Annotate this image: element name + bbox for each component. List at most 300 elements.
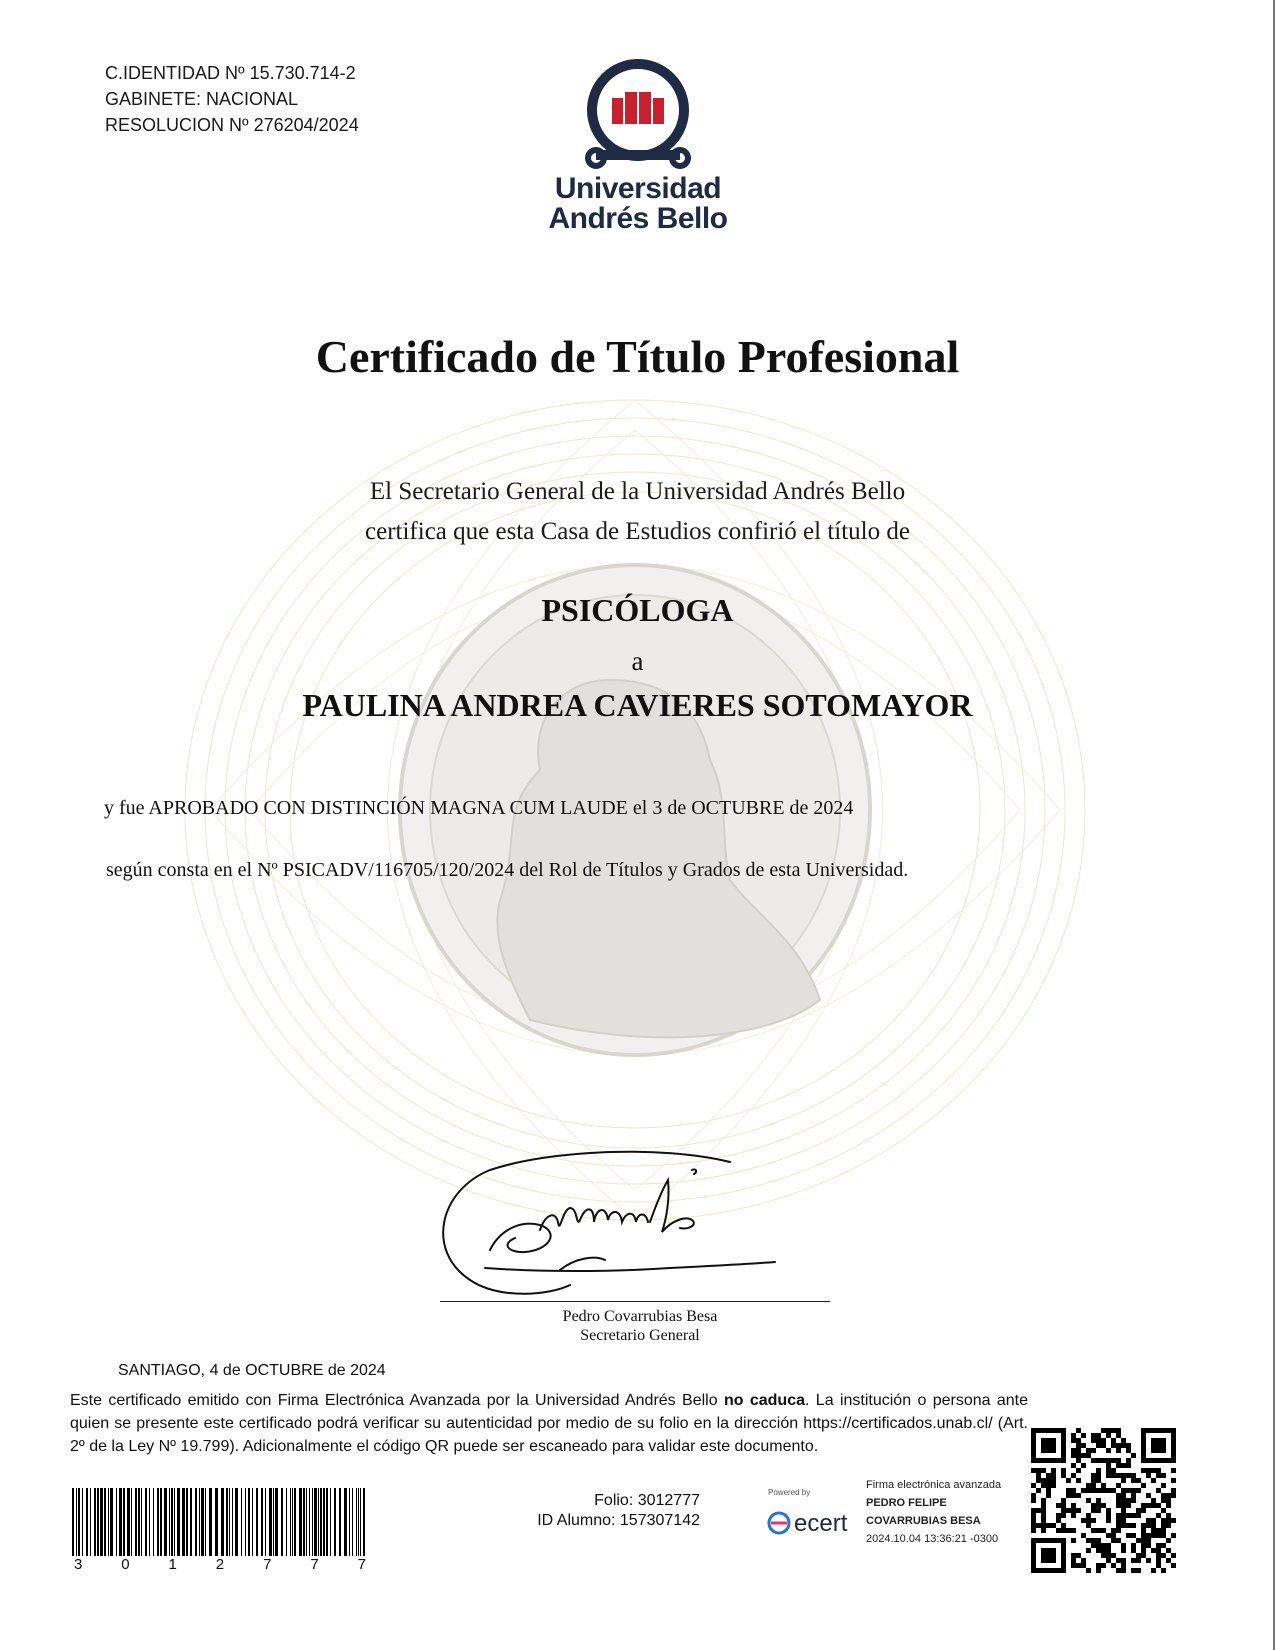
qr-module — [1081, 1443, 1086, 1448]
qr-module — [1051, 1468, 1056, 1473]
barcode-bar — [330, 1488, 331, 1556]
qr-module — [1111, 1468, 1116, 1473]
qr-module — [1071, 1528, 1076, 1533]
barcode-bar — [72, 1488, 74, 1556]
qr-module — [1051, 1478, 1056, 1483]
qr-module — [1081, 1533, 1086, 1538]
qr-module — [1121, 1523, 1126, 1528]
barcode-bar — [344, 1488, 347, 1556]
qr-module — [1111, 1528, 1116, 1533]
signature-line — [440, 1301, 830, 1302]
qr-module — [1141, 1468, 1146, 1473]
qr-module — [1061, 1498, 1066, 1503]
barcode-bar — [215, 1488, 218, 1556]
barcode-bar — [174, 1488, 175, 1556]
qr-module — [1096, 1568, 1101, 1573]
qr-module — [1166, 1538, 1171, 1543]
qr-module — [1111, 1443, 1116, 1448]
qr-module — [1086, 1548, 1091, 1553]
qr-module — [1101, 1488, 1106, 1493]
qr-module — [1136, 1488, 1141, 1493]
barcode-digit: 3 — [74, 1556, 83, 1573]
qr-module — [1121, 1563, 1126, 1568]
signer-block — [530, 1307, 750, 1345]
qr-module — [1106, 1463, 1111, 1468]
qr-module — [1141, 1483, 1146, 1488]
qr-module — [1086, 1483, 1091, 1488]
qr-module — [1116, 1458, 1121, 1463]
qr-module — [1166, 1558, 1171, 1563]
qr-module — [1151, 1533, 1156, 1538]
barcode-bar — [131, 1488, 132, 1556]
qr-module — [1116, 1433, 1121, 1438]
qr-module — [1101, 1443, 1106, 1448]
qr-module — [1171, 1563, 1176, 1568]
qr-module — [1111, 1488, 1116, 1493]
qr-module — [1056, 1503, 1061, 1508]
barcode-bar — [312, 1488, 313, 1556]
qr-module — [1116, 1483, 1121, 1488]
qr-module — [1141, 1503, 1146, 1508]
qr-module — [1101, 1458, 1106, 1463]
qr-module — [1116, 1503, 1121, 1508]
barcode-bar — [94, 1488, 96, 1556]
qr-module — [1106, 1553, 1111, 1558]
qr-module — [1166, 1518, 1171, 1523]
qr-module — [1076, 1553, 1081, 1558]
qr-module — [1166, 1513, 1171, 1518]
qr-module — [1146, 1523, 1151, 1528]
barcode-digit: 2 — [215, 1556, 225, 1573]
qr-module — [1101, 1438, 1106, 1443]
barcode-bar — [177, 1488, 180, 1556]
qr-module — [1106, 1448, 1111, 1453]
qr-module — [1076, 1428, 1081, 1433]
qr-module — [1116, 1528, 1121, 1533]
qr-module — [1071, 1503, 1076, 1508]
qr-module — [1071, 1513, 1076, 1518]
qr-module — [1061, 1503, 1066, 1508]
qr-module — [1046, 1523, 1051, 1528]
qr-module — [1126, 1513, 1131, 1518]
qr-module — [1036, 1468, 1041, 1473]
barcode-bar — [100, 1488, 103, 1556]
qr-module — [1086, 1523, 1091, 1528]
qr-module — [1076, 1448, 1081, 1453]
qr-module — [1101, 1503, 1106, 1508]
qr-module — [1071, 1448, 1076, 1453]
qr-module — [1131, 1488, 1136, 1493]
barcode-bar — [269, 1488, 272, 1556]
qr-module — [1096, 1508, 1101, 1513]
qr-module — [1116, 1513, 1121, 1518]
qr-module — [1081, 1433, 1086, 1438]
barcode-bar — [349, 1488, 350, 1556]
qr-module — [1171, 1488, 1176, 1493]
qr-module — [1141, 1508, 1146, 1513]
qr-module — [1151, 1468, 1156, 1473]
qr-module — [1111, 1438, 1116, 1443]
qr-module — [1116, 1473, 1121, 1478]
qr-module — [1136, 1538, 1141, 1543]
esig-name2: COVARRUBIAS BESA — [866, 1515, 981, 1527]
record-statement: según consta en el Nº PSICADV/116705/120/2024 del Rol de Títulos y Grados de esta Universidad. — [106, 859, 909, 881]
qr-module — [1056, 1528, 1061, 1533]
qr-module — [1141, 1523, 1146, 1528]
qr-module — [1091, 1483, 1096, 1488]
qr-module — [1121, 1548, 1126, 1553]
barcode-bar — [190, 1488, 192, 1556]
qr-module — [1121, 1443, 1126, 1448]
barcode-bar — [286, 1488, 287, 1556]
qr-module — [1046, 1488, 1051, 1493]
barcode-bar — [339, 1488, 341, 1556]
barcode-bar — [229, 1488, 230, 1556]
qr-module — [1126, 1463, 1131, 1468]
barcode-digit: 7 — [310, 1556, 319, 1573]
qr-module — [1161, 1498, 1166, 1503]
qr-module — [1041, 1483, 1046, 1488]
degree-title: PSICÓLOGA — [541, 592, 734, 628]
qr-module — [1131, 1473, 1136, 1478]
qr-module — [1156, 1548, 1161, 1553]
qr-module — [1076, 1508, 1081, 1513]
qr-module — [1106, 1548, 1111, 1553]
signer-role: Secretario General — [580, 1327, 700, 1344]
barcode-bar — [363, 1488, 365, 1556]
qr-module — [1071, 1438, 1076, 1443]
barcode-digit: 7 — [357, 1556, 366, 1573]
qr-module — [1146, 1543, 1151, 1548]
university-name-line1: Universidad — [554, 172, 722, 205]
barcode-bar — [145, 1488, 147, 1556]
qr-module — [1126, 1523, 1131, 1528]
qr-module — [1061, 1468, 1066, 1473]
qr-module — [1151, 1478, 1156, 1483]
qr-module — [1146, 1468, 1151, 1473]
qr-module — [1051, 1483, 1056, 1488]
qr-module — [1106, 1508, 1111, 1513]
qr-module — [1041, 1498, 1046, 1503]
qr-module — [1121, 1543, 1126, 1548]
barcode-bar — [360, 1488, 361, 1556]
qr-module — [1096, 1503, 1101, 1508]
barcode-bar — [352, 1488, 353, 1556]
qr-module — [1096, 1498, 1101, 1503]
qr-module — [1091, 1528, 1096, 1533]
esig-name1: PEDRO FELIPE — [866, 1497, 947, 1509]
barcode-bar — [303, 1488, 305, 1556]
qr-module — [1066, 1508, 1071, 1513]
qr-module — [1041, 1523, 1046, 1528]
qr-module — [1081, 1453, 1086, 1458]
barcode-bar — [326, 1488, 328, 1556]
qr-module — [1046, 1483, 1051, 1488]
qr-module — [1096, 1458, 1101, 1463]
qr-module — [1086, 1538, 1091, 1543]
qr-module — [1066, 1528, 1071, 1533]
qr-module — [1106, 1433, 1111, 1438]
barcode-bar — [292, 1488, 293, 1556]
qr-module — [1161, 1533, 1166, 1538]
qr-module — [1161, 1523, 1166, 1528]
qr-module — [1166, 1548, 1171, 1553]
qr-module — [1116, 1463, 1121, 1468]
certificate-title: Certificado de Título Profesional — [315, 331, 960, 382]
qr-module — [1091, 1503, 1096, 1508]
qr-module — [1101, 1543, 1106, 1548]
qr-module — [1066, 1478, 1071, 1483]
barcode-bar — [275, 1488, 278, 1556]
qr-module — [1131, 1478, 1136, 1483]
qr-module — [1166, 1503, 1171, 1508]
qr-module — [1121, 1518, 1126, 1523]
barcode-bar — [320, 1488, 322, 1556]
validation-qr-code[interactable] — [1031, 1428, 1176, 1573]
barcode-bar — [90, 1488, 91, 1556]
qr-module — [1061, 1528, 1066, 1533]
legal-text-bold: no caduca — [723, 1392, 806, 1409]
barcode-bar — [299, 1488, 302, 1556]
qr-module — [1051, 1473, 1056, 1478]
qr-module — [1151, 1503, 1156, 1508]
qr-module — [1076, 1443, 1081, 1448]
qr-module — [1111, 1428, 1116, 1433]
resolution-line: RESOLUCION Nº 276204/2024 — [105, 115, 359, 135]
qr-module — [1126, 1533, 1131, 1538]
qr-module — [1111, 1563, 1116, 1568]
qr-module — [1076, 1493, 1081, 1498]
qr-module — [1161, 1543, 1166, 1548]
qr-module — [1111, 1473, 1116, 1478]
student-name: PAULINA ANDREA CAVIERES SOTOMAYOR — [302, 687, 973, 723]
qr-module — [1041, 1503, 1046, 1508]
qr-module — [1156, 1503, 1161, 1508]
barcode-bar — [86, 1488, 88, 1556]
qr-module — [1106, 1513, 1111, 1518]
qr-module — [1121, 1493, 1126, 1498]
qr-module — [1136, 1508, 1141, 1513]
qr-module — [1091, 1448, 1096, 1453]
qr-module — [1031, 1493, 1036, 1498]
qr-module — [1131, 1453, 1136, 1458]
qr-module — [1036, 1473, 1041, 1478]
qr-module — [1141, 1533, 1146, 1538]
qr-module — [1116, 1498, 1121, 1503]
qr-module — [1126, 1458, 1131, 1463]
qr-module — [1156, 1473, 1161, 1478]
university-logo — [528, 58, 748, 238]
qr-module — [1121, 1503, 1126, 1508]
barcode-bar — [248, 1488, 250, 1556]
qr-module — [1081, 1518, 1086, 1523]
qr-module — [1071, 1473, 1076, 1478]
qr-module — [1156, 1528, 1161, 1533]
qr-module — [1091, 1433, 1096, 1438]
qr-module — [1126, 1498, 1131, 1503]
qr-module — [1096, 1563, 1101, 1568]
qr-module — [1116, 1568, 1121, 1573]
qr-module — [1041, 1513, 1046, 1518]
identity-block — [105, 60, 359, 138]
qr-module — [1166, 1523, 1171, 1528]
qr-module — [1031, 1518, 1036, 1523]
qr-module — [1031, 1498, 1036, 1503]
qr-module — [1091, 1508, 1096, 1513]
qr-module — [1171, 1493, 1176, 1498]
barcode-bar — [309, 1488, 310, 1556]
qr-module — [1171, 1518, 1176, 1523]
barcode-bar — [273, 1488, 274, 1556]
qr-module — [1051, 1523, 1056, 1528]
qr-module — [1096, 1433, 1101, 1438]
qr-module — [1031, 1483, 1036, 1488]
qr-module — [1086, 1518, 1091, 1523]
barcode-bar — [82, 1488, 83, 1556]
qr-module — [1161, 1508, 1166, 1513]
university-name — [528, 174, 748, 234]
legal-notice — [70, 1389, 1028, 1458]
esig-name-line2 — [866, 1512, 1026, 1530]
qr-module — [1131, 1533, 1136, 1538]
qr-module — [1076, 1438, 1081, 1443]
qr-module — [1116, 1448, 1121, 1453]
barcode-bar — [164, 1488, 167, 1556]
university-emblem-icon — [578, 58, 698, 178]
qr-module — [1131, 1523, 1136, 1528]
barcode-bar — [205, 1488, 206, 1556]
qr-module — [1096, 1538, 1101, 1543]
qr-module — [1171, 1553, 1176, 1558]
qr-module — [1131, 1543, 1136, 1548]
barcode-bar — [199, 1488, 200, 1556]
barcode-bar — [265, 1488, 266, 1556]
qr-module — [1066, 1493, 1071, 1498]
ecert-powered-label: Powered by — [768, 1488, 811, 1497]
qr-module — [1161, 1518, 1166, 1523]
qr-module — [1116, 1493, 1121, 1498]
qr-module — [1151, 1523, 1156, 1528]
approval-statement: y fue APROBADO CON DISTINCIÓN MAGNA CUM LAUDE el 3 de OCTUBRE de 2024 — [104, 797, 854, 819]
qr-module — [1106, 1458, 1111, 1463]
qr-finder-module — [1041, 1438, 1056, 1453]
barcode-bar — [294, 1488, 296, 1556]
qr-module — [1101, 1548, 1106, 1553]
qr-module — [1146, 1503, 1151, 1508]
qr-module — [1131, 1548, 1136, 1553]
qr-module — [1136, 1553, 1141, 1558]
qr-module — [1046, 1473, 1051, 1478]
qr-module — [1121, 1438, 1126, 1443]
qr-module — [1071, 1563, 1076, 1568]
qr-module — [1116, 1518, 1121, 1523]
qr-module — [1046, 1493, 1051, 1498]
qr-module — [1101, 1428, 1106, 1433]
qr-module — [1171, 1468, 1176, 1473]
qr-module — [1151, 1518, 1156, 1523]
barcode-digits — [70, 1556, 370, 1573]
qr-module — [1091, 1478, 1096, 1483]
qr-module — [1101, 1563, 1106, 1568]
qr-module — [1036, 1478, 1041, 1483]
qr-module — [1086, 1448, 1091, 1453]
qr-module — [1036, 1488, 1041, 1493]
qr-module — [1041, 1468, 1046, 1473]
qr-module — [1171, 1478, 1176, 1483]
university-name-line2: Andrés Bello — [548, 202, 728, 235]
qr-module — [1091, 1458, 1096, 1463]
ecert-wordmark: ecert — [794, 1510, 848, 1537]
qr-module — [1111, 1458, 1116, 1463]
qr-module — [1146, 1518, 1151, 1523]
barcode-bar — [182, 1488, 185, 1556]
esig-title: Firma electrónica avanzada — [866, 1479, 1002, 1491]
qr-module — [1161, 1493, 1166, 1498]
qr-module — [1061, 1508, 1066, 1513]
qr-module — [1166, 1498, 1171, 1503]
folio-block — [470, 1491, 700, 1531]
qr-module — [1151, 1528, 1156, 1533]
qr-module — [1136, 1478, 1141, 1483]
qr-module — [1131, 1513, 1136, 1518]
barcode-bar — [323, 1488, 325, 1556]
qr-module — [1121, 1498, 1126, 1503]
qr-module — [1126, 1448, 1131, 1453]
qr-module — [1091, 1473, 1096, 1478]
qr-module — [1111, 1533, 1116, 1538]
qr-module — [1086, 1513, 1091, 1518]
qr-module — [1071, 1538, 1076, 1543]
barcode-bar — [76, 1488, 77, 1556]
qr-module — [1091, 1488, 1096, 1493]
qr-module — [1106, 1468, 1111, 1473]
qr-module — [1171, 1533, 1176, 1538]
qr-module — [1121, 1513, 1126, 1518]
qr-module — [1086, 1488, 1091, 1493]
qr-module — [1131, 1558, 1136, 1563]
qr-module — [1056, 1513, 1061, 1518]
qr-module — [1076, 1468, 1081, 1473]
qr-module — [1106, 1558, 1111, 1563]
intro-line-1: El Secretario General de la Universidad Andrés Bello — [369, 478, 906, 505]
legal-text-part1: Este certificado emitido con Firma Electrónica Avanzada por la Universidad Andrés Bello — [70, 1392, 724, 1409]
qr-module — [1161, 1553, 1166, 1558]
barcode-bar — [160, 1488, 162, 1556]
qr-module — [1121, 1508, 1126, 1513]
qr-module — [1096, 1478, 1101, 1483]
signer-name: Pedro Covarrubias Besa — [562, 1308, 718, 1325]
qr-module — [1131, 1498, 1136, 1503]
qr-finder-module — [1151, 1438, 1166, 1453]
qr-module — [1106, 1473, 1111, 1478]
qr-module — [1036, 1523, 1041, 1528]
qr-module — [1061, 1473, 1066, 1478]
electronic-signature-stamp — [866, 1476, 1026, 1548]
barcode-bar — [149, 1488, 150, 1556]
barcode-bar — [119, 1488, 122, 1556]
qr-module — [1156, 1558, 1161, 1563]
barcode-bar — [141, 1488, 142, 1556]
qr-module — [1071, 1463, 1076, 1468]
qr-module — [1146, 1533, 1151, 1538]
barcode-bar — [78, 1488, 80, 1556]
qr-module — [1076, 1478, 1081, 1483]
qr-module — [1091, 1438, 1096, 1443]
barcode-bar — [281, 1488, 283, 1556]
qr-module — [1161, 1528, 1166, 1533]
qr-module — [1086, 1453, 1091, 1458]
qr-module — [1161, 1568, 1166, 1573]
